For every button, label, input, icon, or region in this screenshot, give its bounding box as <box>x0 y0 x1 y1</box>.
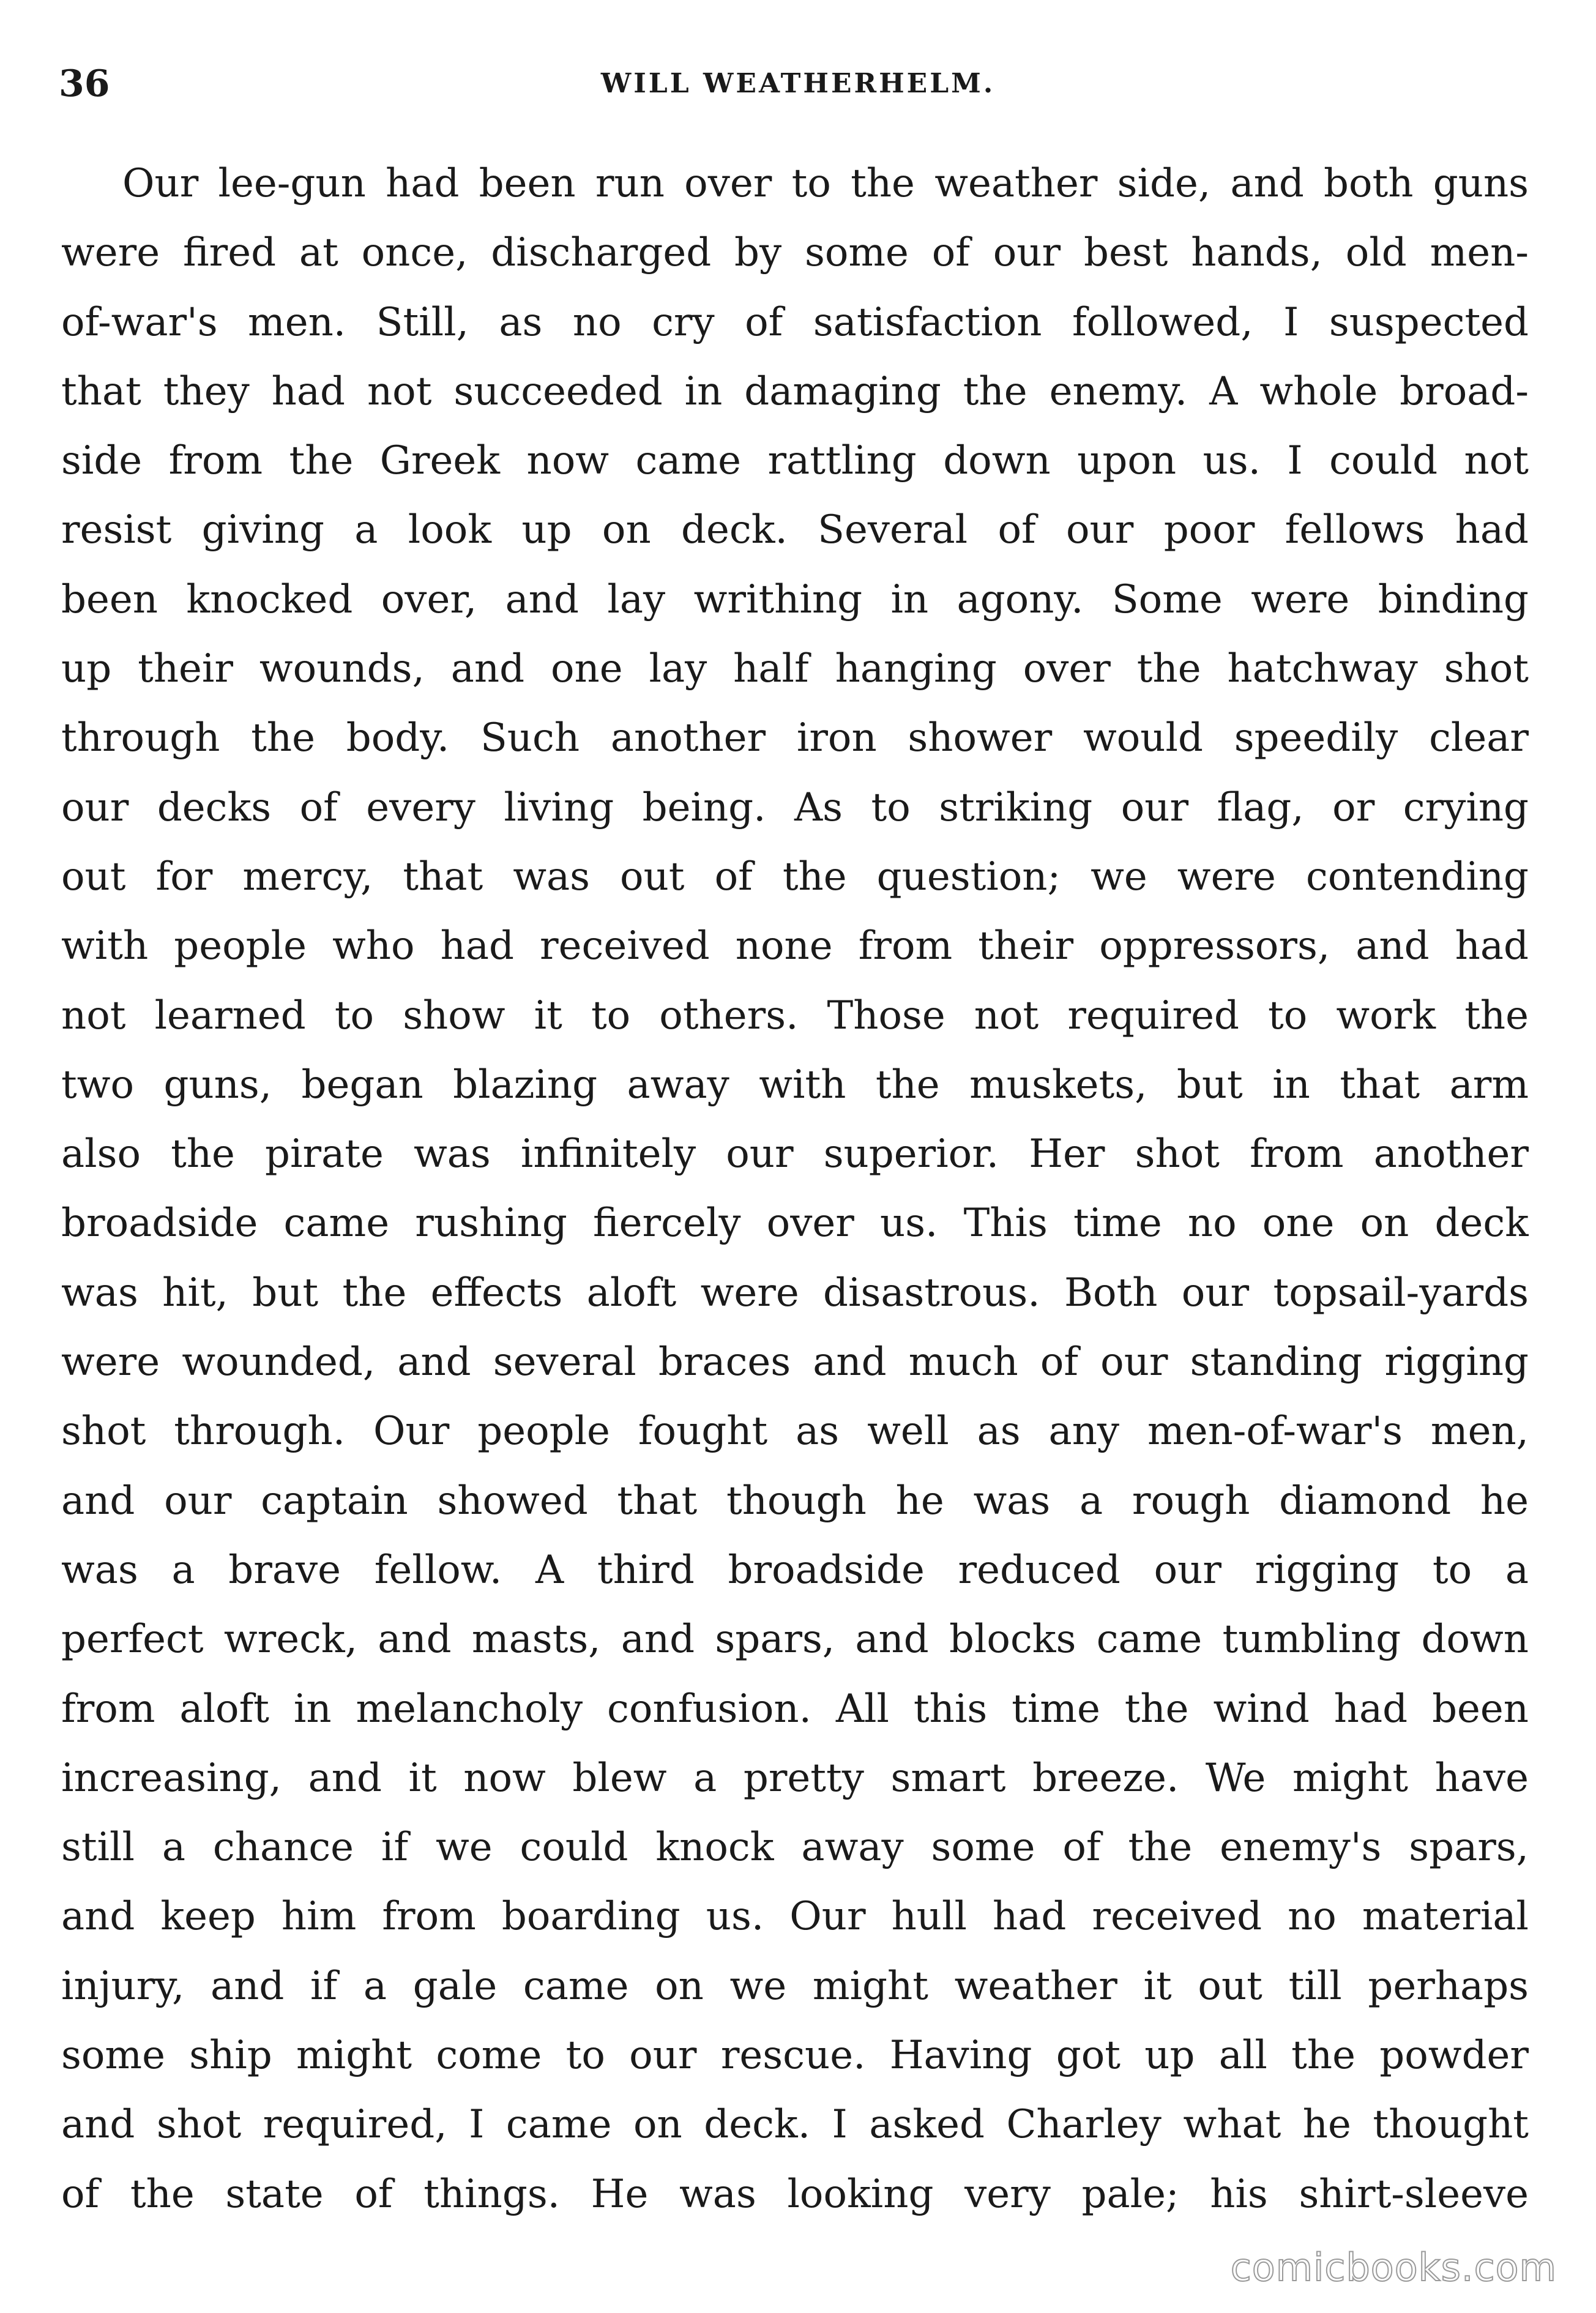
text-line: that they had not succeeded in damaging the enemy. A whole broad- <box>61 368 1529 414</box>
text-line: and keep him from boarding us. Our hull had received no material <box>61 1894 1529 1940</box>
watermark: comicbooks.com <box>1230 2245 1557 2290</box>
text-line: broadside came rushing fiercely over us. This time no one on deck <box>61 1201 1529 1246</box>
text-line: still a chance if we could knock away some of the enemy's spars, <box>61 1825 1529 1871</box>
page-number: 36 <box>59 62 110 105</box>
text-line: was a brave fellow. A third broadside reduced our rigging to a <box>61 1547 1529 1593</box>
text-line: were fired at once, discharged by some of our best hands, old men- <box>61 230 1529 276</box>
text-line: resist giving a look up on deck. Several of our poor fellows had <box>61 507 1529 553</box>
text-line: from aloft in melancholy confusion. All this time the wind had been <box>61 1686 1529 1732</box>
text-line: was hit, but the effects aloft were disastrous. Both our topsail-yards <box>61 1270 1529 1316</box>
text-line: also the pirate was infinitely our superior. Her shot from another <box>61 1131 1529 1177</box>
text-line: shot through. Our people fought as well as any men-of-war's men, <box>61 1409 1529 1454</box>
text-line: increasing, and it now blew a pretty smart breeze. We might have <box>61 1755 1529 1801</box>
text-line: some ship might come to our rescue. Having got up all the powder <box>61 2033 1529 2079</box>
text-line: two guns, began blazing away with the muskets, but in that arm <box>61 1062 1529 1108</box>
text-line: side from the Greek now came rattling down upon us. I could not <box>61 438 1529 484</box>
text-line: Our lee-gun had been run over to the weather side, and both guns <box>122 161 1529 206</box>
text-line: up their wounds, and one lay half hanging over the hatchway shot <box>61 646 1529 692</box>
text-line: of-war's men. Still, as no cry of satisfaction followed, I suspected <box>61 299 1529 345</box>
text-line: with people who had received none from their oppressors, and had <box>61 923 1529 969</box>
running-title: WILL WEATHERHELM. <box>600 68 996 99</box>
text-line: through the body. Such another iron shower would speedily clear <box>61 715 1529 761</box>
text-line: out for mercy, that was out of the question; we were contending <box>61 854 1529 900</box>
text-line: were wounded, and several braces and much of our standing rigging <box>61 1339 1529 1385</box>
text-line: injury, and if a gale came on we might weather it out till perhaps <box>61 1963 1529 2009</box>
text-line: not learned to show it to others. Those not required to work the <box>61 993 1529 1038</box>
text-line: our decks of every living being. As to striking our flag, or crying <box>61 784 1529 830</box>
text-line: and our captain showed that though he was a rough diamond he <box>61 1478 1529 1524</box>
running-head <box>59 56 1537 111</box>
text-line: been knocked over, and lay writhing in agony. Some were binding <box>61 576 1529 622</box>
text-line: perfect wreck, and masts, and spars, and blocks came tumbling down <box>61 1617 1529 1663</box>
text-line: of the state of things. He was looking very pale; his shirt-sleeve <box>61 2171 1529 2217</box>
body-paragraph <box>61 149 1529 2229</box>
text-line: and shot required, I came on deck. I asked Charley what he thought <box>61 2102 1529 2148</box>
